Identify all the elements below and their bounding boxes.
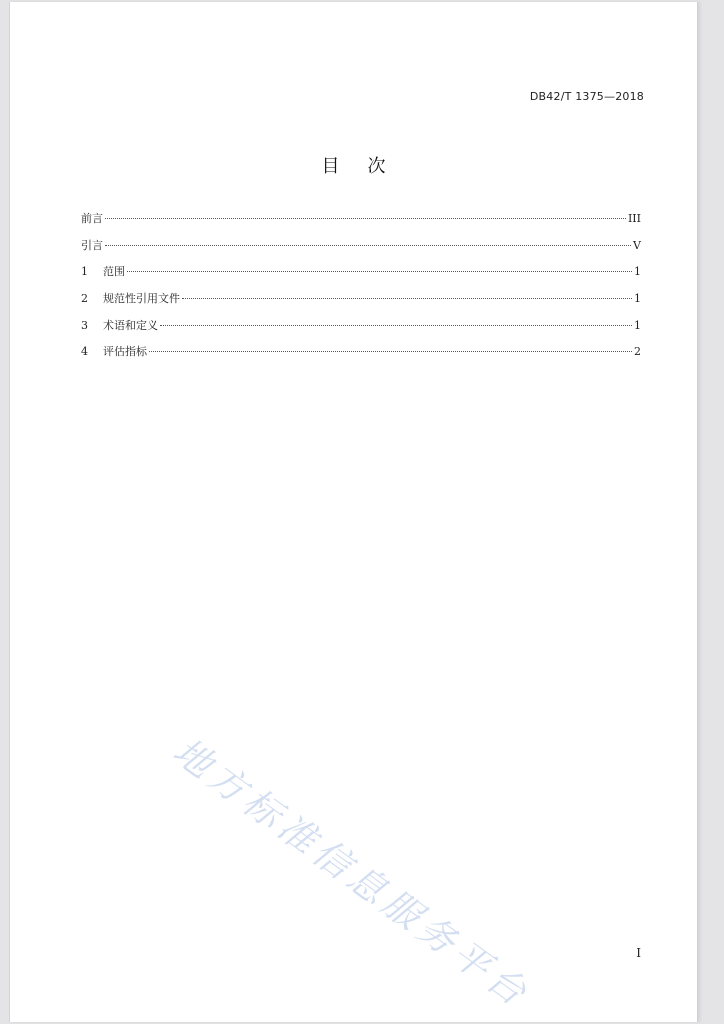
document-page: [9, 2, 698, 1022]
toc-entry-page: 1: [634, 265, 641, 279]
toc-entry-number: 4: [81, 345, 88, 359]
toc-entry-page: III: [627, 212, 641, 225]
toc-leader-dots: [105, 245, 631, 246]
toc-entry-number: 1: [81, 265, 88, 279]
toc-entry-page: 1: [634, 292, 641, 306]
toc-leader-dots: [127, 271, 632, 272]
toc-title-char: 目: [321, 156, 340, 177]
toc-entry-page: 1: [634, 318, 641, 332]
toc-entry-label: 术语和定义: [103, 318, 158, 332]
toc-entry-foreword[interactable]: [81, 210, 641, 237]
toc-entry-number: 3: [81, 318, 88, 332]
toc-leader-dots: [149, 351, 632, 352]
toc-entry-evaluation-indicators[interactable]: [81, 343, 641, 370]
toc-entry-scope[interactable]: [81, 263, 641, 290]
toc-entry-label: 范围: [103, 265, 125, 279]
page-number: I: [636, 946, 641, 960]
toc-entry-terms-definitions[interactable]: [81, 317, 641, 344]
toc-entry-label: 规范性引用文件: [103, 292, 180, 306]
toc-entry-label: 前言: [81, 212, 103, 225]
toc-entry-normative-references[interactable]: [81, 290, 641, 317]
toc-entry-label: 引言: [81, 238, 103, 252]
toc-entry-page: 2: [634, 345, 641, 359]
toc-entry-label: 评估指标: [103, 345, 147, 359]
watermark: 地方标准信息服务平台: [165, 729, 539, 1017]
toc-title-char: 次: [367, 156, 386, 177]
toc-title: [10, 152, 697, 178]
toc-leader-dots: [160, 325, 632, 326]
toc-leader-dots: [182, 298, 632, 299]
toc-leader-dots: [105, 218, 626, 219]
toc-entry-introduction[interactable]: [81, 237, 641, 264]
table-of-contents: [81, 210, 641, 370]
standard-code: DB42/T 1375—2018: [529, 90, 644, 103]
toc-entry-page: V: [633, 238, 641, 252]
toc-entry-number: 2: [81, 292, 88, 306]
